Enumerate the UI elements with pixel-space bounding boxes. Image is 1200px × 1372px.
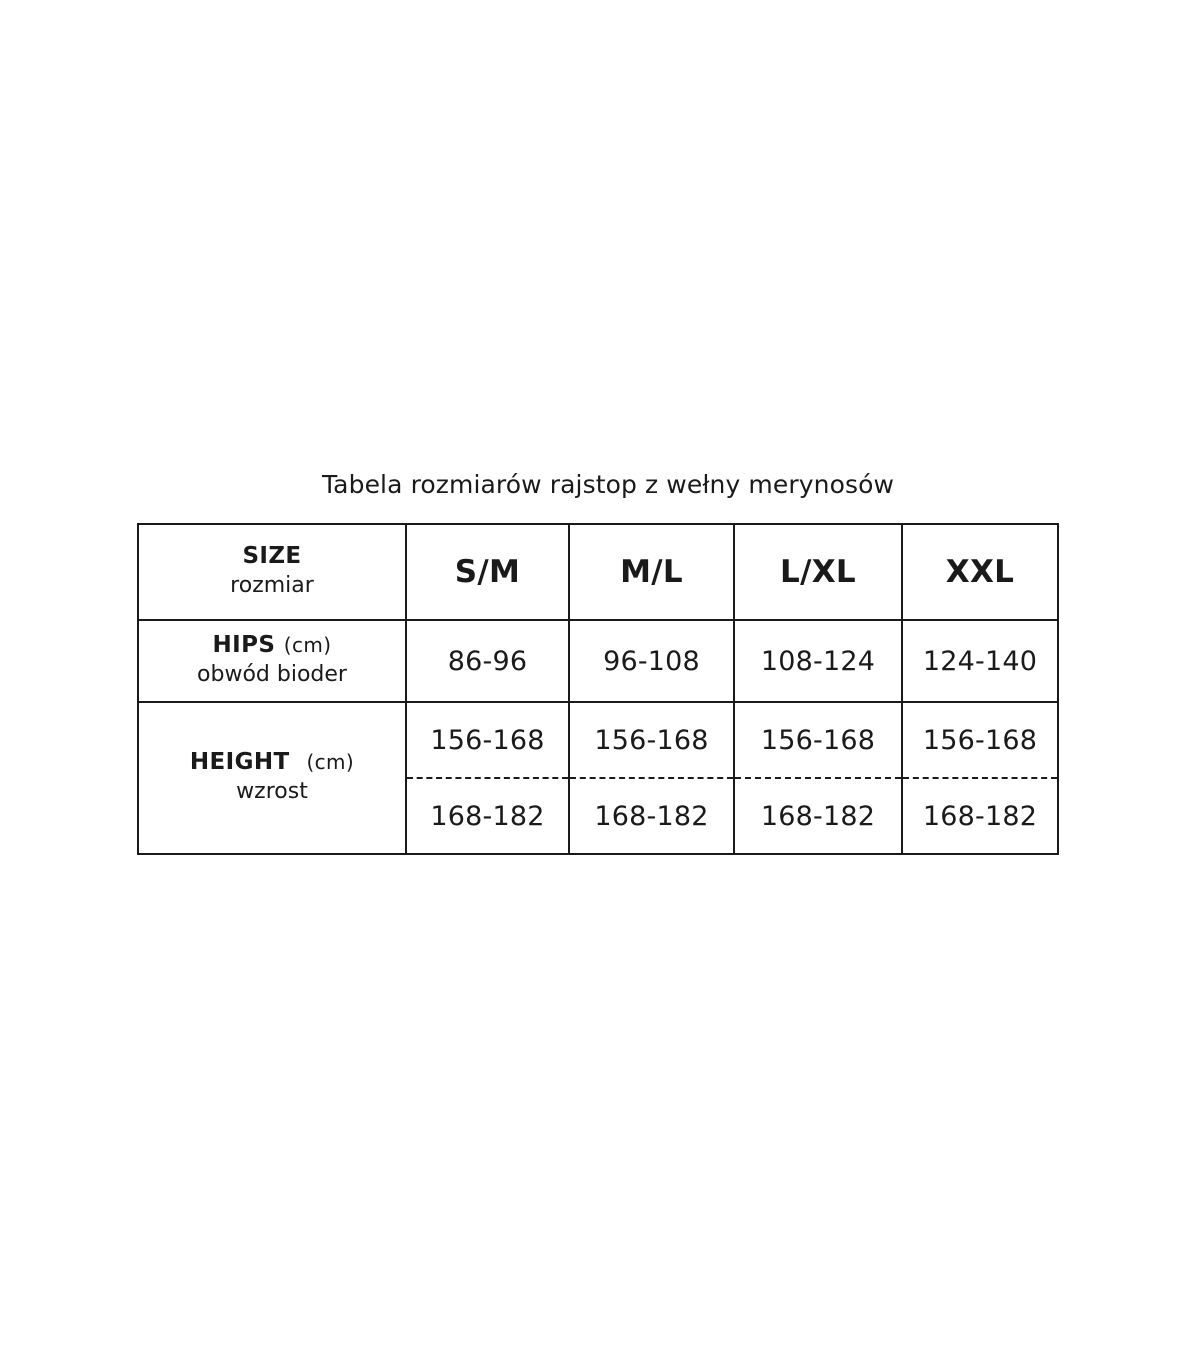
size-chart-container	[137, 470, 1057, 855]
height-label-line	[139, 749, 405, 775]
table-header-row	[138, 524, 1058, 620]
size-label-main: SIZE	[242, 543, 302, 570]
header-cell-lxl: L/XL	[734, 524, 902, 620]
header-cell-ml: M/L	[569, 524, 734, 620]
hips-value-xxl: 124-140	[902, 620, 1058, 702]
height-lower-value-xxl: 168-182	[902, 778, 1058, 854]
hips-label-main: HIPS	[212, 632, 276, 659]
header-cell-size-label	[138, 524, 406, 620]
table-row-hips	[138, 620, 1058, 702]
hips-label-line	[139, 632, 405, 658]
height-lower-value-sm: 168-182	[406, 778, 569, 854]
hips-value-sm: 86-96	[406, 620, 569, 702]
hips-label-sub: obwód bioder	[197, 661, 347, 687]
height-label-sub: wzrost	[236, 778, 308, 804]
header-cell-xxl: XXL	[902, 524, 1058, 620]
table-row-height-upper	[138, 702, 1058, 778]
height-label-unit: (cm)	[306, 750, 355, 775]
page-title: Tabela rozmiarów rajstop z wełny merynosów	[321, 470, 895, 499]
row-label-height	[138, 702, 406, 854]
height-lower-value-lxl: 168-182	[734, 778, 902, 854]
height-lower-value-ml: 168-182	[569, 778, 734, 854]
height-label-main: HEIGHT	[189, 749, 290, 776]
height-upper-value-ml: 156-168	[569, 702, 734, 778]
row-label-hips	[138, 620, 406, 702]
hips-value-ml: 96-108	[569, 620, 734, 702]
size-table	[137, 523, 1059, 855]
height-upper-value-lxl: 156-168	[734, 702, 902, 778]
height-upper-value-sm: 156-168	[406, 702, 569, 778]
header-cell-sm: S/M	[406, 524, 569, 620]
size-label-sub: rozmiar	[230, 572, 314, 598]
hips-value-lxl: 108-124	[734, 620, 902, 702]
hips-label-unit: (cm)	[283, 633, 332, 658]
height-upper-value-xxl: 156-168	[902, 702, 1058, 778]
